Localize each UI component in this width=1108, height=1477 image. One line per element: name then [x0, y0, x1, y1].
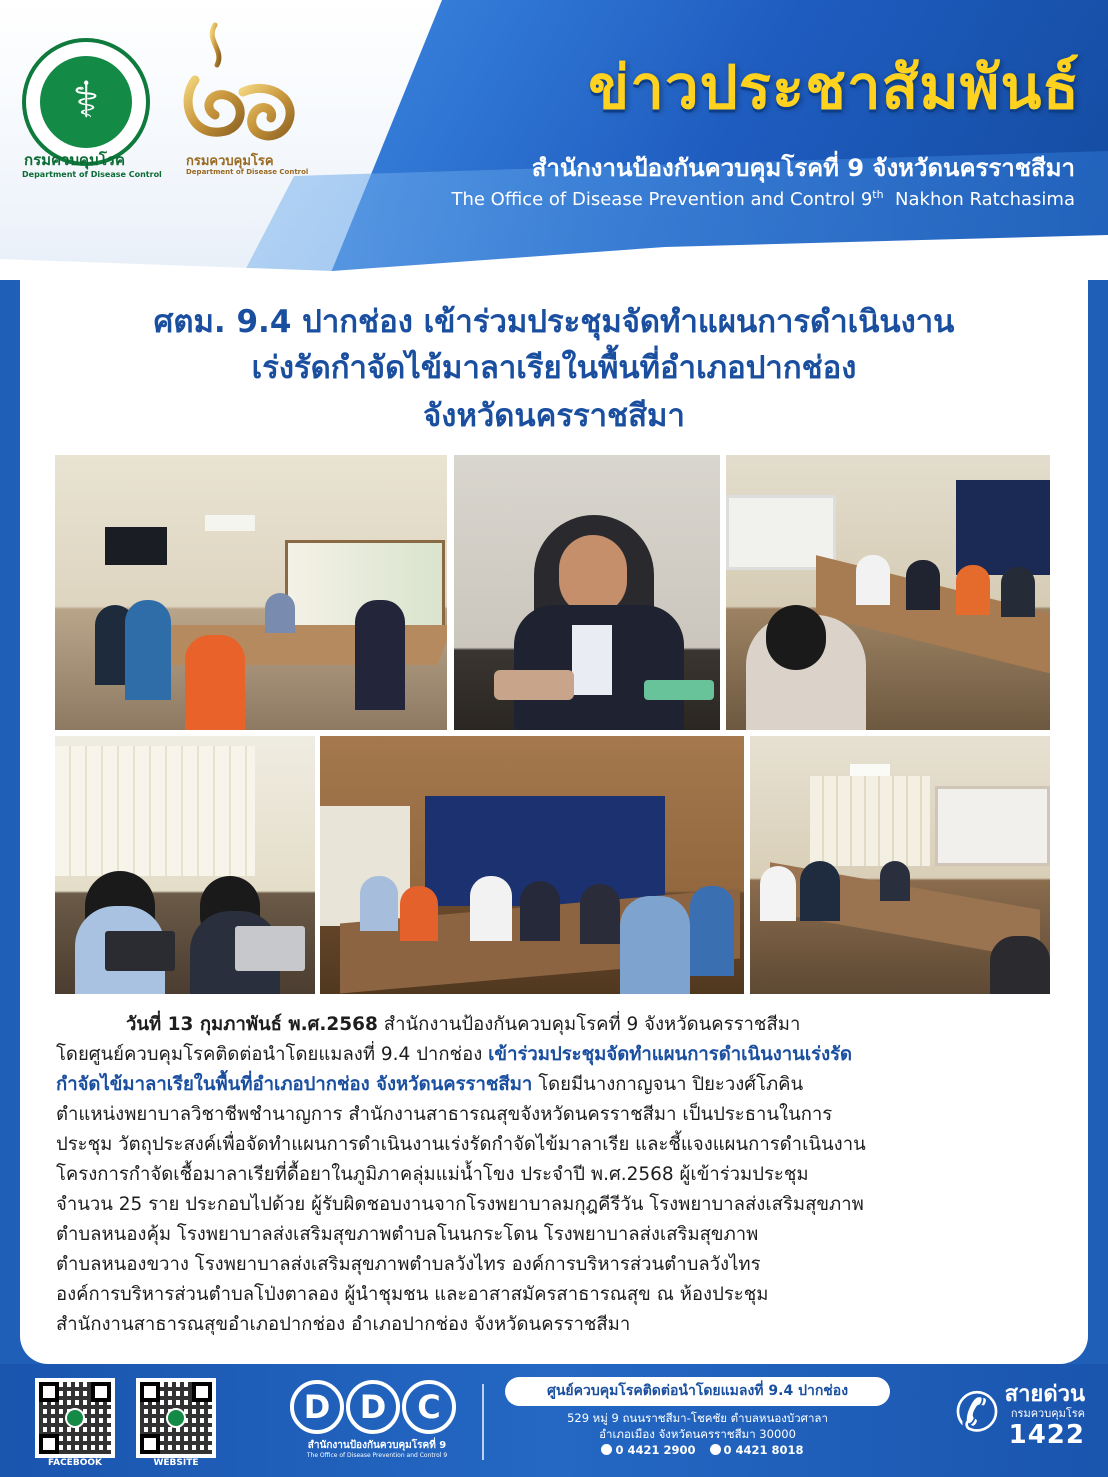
body-line-10: องค์การบริหารส่วนตำบลโป่งตาลอง ผู้นำชุมชน และอาสาสมัครสาธารณสุข ณ ห้องประชุม [56, 1284, 769, 1305]
photo-meeting-room-corner [750, 736, 1050, 994]
hotline-subtitle: กรมควบคุมโรค [1010, 1407, 1085, 1420]
address-line-2: อำเภอเมือง จังหวัดนครราชสีมา 30000 [599, 1427, 796, 1441]
headline: ข่าวประชาสัมพันธ์ [588, 53, 1080, 123]
body-line-9: ตำบลหนองขวาง โรงพยาบาลส่งเสริมสุขภาพตำบลวังไทร องค์การบริหารส่วนตำบลวังไทร [56, 1254, 761, 1275]
caduceus-icon: ⚕ [72, 71, 100, 129]
news-date: วันที่ 13 กุมภาพันธ์ พ.ศ.2568 [126, 1014, 378, 1035]
news-title-line-1: ศตม. 9.4 ปากช่อง เข้าร่วมประชุมจัดทำแผนการดำเนินงาน [153, 304, 955, 340]
news-title-line-2: เร่งรัดกำจัดไข้มาลาเรียในพื้นที่อำเภอปากช่อง [251, 350, 857, 386]
hotline-phone-icon: ✆ [954, 1381, 1000, 1444]
footer-divider [482, 1384, 484, 1460]
body-line-2: โดยศูนย์ควบคุมโรคติดต่อนำโดยแมลงที่ 9.4 ปากช่อง เข้าร่วมประชุมจัดทำแผนการดำเนินงานเร่งรัด [56, 1044, 853, 1065]
office-name-th: สำนักงานป้องกันควบคุมโรคที่ 9 จังหวัดนครราชสีมา [531, 154, 1075, 182]
logo60-caption-en: Department of Disease Control [186, 168, 309, 176]
hotline-title: สายด่วน [1004, 1382, 1085, 1407]
moph-mini-icon [166, 1408, 186, 1428]
center-name-pill: ศูนย์ควบคุมโรคติดต่อนำโดยแมลงที่ 9.4 ปากช่อง [505, 1377, 890, 1406]
fax-icon [710, 1444, 721, 1455]
body-line-8: ตำบลหนองคุ้ม โรงพยาบาลส่งเสริมสุขภาพตำบลโนนกระโดน โรงพยาบาลส่งเสริมสุขภาพ [56, 1224, 759, 1245]
body-line-4: ตำแหน่งพยาบาลวิชาชีพชำนาญการ สำนักงานสาธารณสุขจังหวัดนครราชสีมา เป็นประธานในการ [56, 1104, 833, 1125]
hotline-number[interactable]: 1422 [1008, 1420, 1085, 1450]
office-name-en: The Office of Disease Prevention and Control 9th Nakhon Ratchasima [451, 188, 1075, 210]
photo-participants-right-table [726, 455, 1050, 730]
photo-participants-group [320, 736, 744, 994]
facebook-qr-label: FACEBOOK [48, 1458, 102, 1468]
website-qr-code[interactable] [136, 1378, 216, 1458]
ddc-caption-en: The Office of Disease Prevention and Control 9 [306, 1452, 448, 1459]
phone-number[interactable]: 0 4421 2900 [615, 1443, 696, 1457]
ddc-letter-3: C [402, 1380, 456, 1434]
ddc-letter-1: D [290, 1380, 344, 1434]
ddc-caption-th: สำนักงานป้องกันควบคุมโรคที่ 9 [307, 1440, 447, 1451]
body-line-3: กำจัดไข้มาลาเรียในพื้นที่อำเภอปากช่อง จังหวัดนครราชสีมา โดยมีนางกาญจนา ปิยะวงศ์โภคิน [56, 1074, 804, 1095]
moph-logo [22, 38, 150, 166]
website-qr-label: WEBSITE [153, 1458, 199, 1468]
anniversary-60-logo [175, 20, 305, 150]
ddc-letter-2: D [346, 1380, 400, 1434]
body-line-7: จำนวน 25 ราย ประกอบไปด้วย ผู้รับผิดชอบงานจากโรงพยาบาลมกุฎคีรีวัน โรงพยาบาลส่งเสริมสุขภาพ [56, 1194, 864, 1215]
body-line-6: โครงการกำจัดเชื้อมาลาเรียที่ดื้อยาในภูมิภาคลุ่มแม่น้ำโขง ประจำปี พ.ศ.2568 ผู้เข้าร่วมประชุม [56, 1164, 809, 1185]
phone-icon [601, 1444, 612, 1455]
ddc-logo [290, 1380, 460, 1436]
address-line-1: 529 หมู่ 9 ถนนราชสีมา-โชคชัย ตำบลหนองบัวศาลา [567, 1411, 828, 1425]
logo60-caption-th: กรมควบคุมโรค [186, 154, 274, 169]
facebook-qr-code[interactable] [35, 1378, 115, 1458]
moph-mini-icon [65, 1408, 85, 1428]
contact-phones [505, 1443, 890, 1457]
body-line-1: วันที่ 13 กุมภาพันธ์ พ.ศ.2568 สำนักงานป้องกันควบคุมโรคที่ 9 จังหวัดนครราชสีมา [126, 1014, 801, 1035]
header-banner [0, 0, 1108, 280]
photo-staff-with-laptop [55, 736, 315, 994]
news-title-line-3: จังหวัดนครราชสีมา [423, 398, 685, 434]
body-line-5: ประชุม วัตถุประสงค์เพื่อจัดทำแผนการดำเนินงานเร่งรัดกำจัดไข้มาลาเรีย และชี้แจงแผนการดำเนินงาน [56, 1134, 866, 1155]
logo-caption-th: กรมควบคุมโรค [24, 151, 126, 169]
body-line-11: สำนักงานสาธารณสุขอำเภอปากช่อง อำเภอปากช่อง จังหวัดนครราชสีมา [56, 1314, 631, 1335]
fax-number: 0 4421 8018 [723, 1443, 804, 1457]
photo-chairperson-speaking [454, 455, 720, 730]
news-body [56, 1010, 1054, 1340]
logo-caption-en: Department of Disease Control [22, 170, 162, 179]
photo-meeting-room-wide [55, 455, 447, 730]
